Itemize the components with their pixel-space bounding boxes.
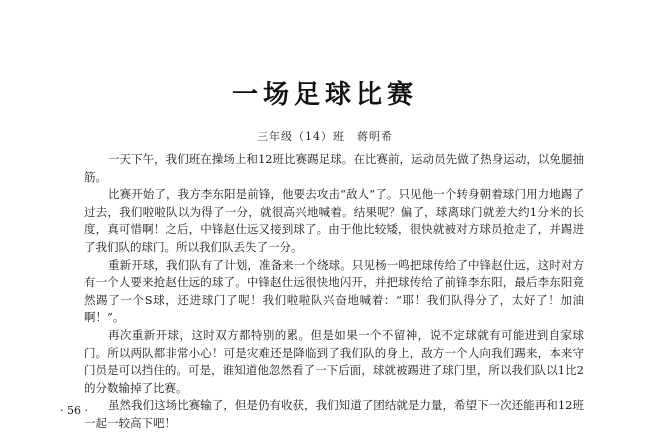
paragraph-3: 重新开球，我们队有了计划，准备来一个绕球。只见杨一鸣把球传给了中锋赵仕远，这时对方有一个人要来抢赵仕远的球了。中锋赵仕远很快地闪开，并把球传给了前锋李东阳，最后李东阳竟然踢了一个S球，还进球门了呢！我们啦啦队兴奋地喊着：“耶！我们队得分了，太好了！加油啊！”。 — [84, 257, 584, 325]
author-byline: 三年级（14）班 蒋明希 — [257, 130, 393, 143]
page-number: · 56 · — [60, 404, 88, 417]
paragraph-1: 一天下午，我们班在操场上和12班比赛踢足球。在比赛前，运动员先做了热身运动，以免腿抽筋。 — [84, 152, 584, 184]
essay-title: 一场足球比赛 — [231, 80, 418, 110]
paragraph-5: 虽然我们这场比赛输了，但是仍有收获，我们知道了团结就是力量，希望下一次还能再和12班一起一较高下吧！ — [84, 398, 584, 430]
paragraph-4: 再次重新开球，这时双方都特别的累。但是如果一个不留神，说不定球就有可能进到自家球门。所以两队都非常小心！可是灾难还是降临到了我们队的身上，敌方一个人向我们踢来，本来守门员是可以挡住的。可是，谁知道他忽然看了一下后面，球就被踢进了球门里，所以我们队以1比2的分数输掉了比赛。 — [84, 327, 584, 395]
paragraph-2: 比赛开始了，我方李东阳是前锋，他要去攻击“敌人”了。只见他一个转身朝着球门用力地踢了过去，我们啦啦队以为得了一分，就很高兴地喊着。结果呢？偏了，球离球门就差大约1分米的长度，真可惜啊！之后，中锋赵仕远又接到球了。由于他比较矮，很快就被对方球员抢走了，并踢进了我们队的球门。所以我们队丢失了一分。 — [84, 187, 584, 254]
essay-body — [84, 151, 584, 433]
